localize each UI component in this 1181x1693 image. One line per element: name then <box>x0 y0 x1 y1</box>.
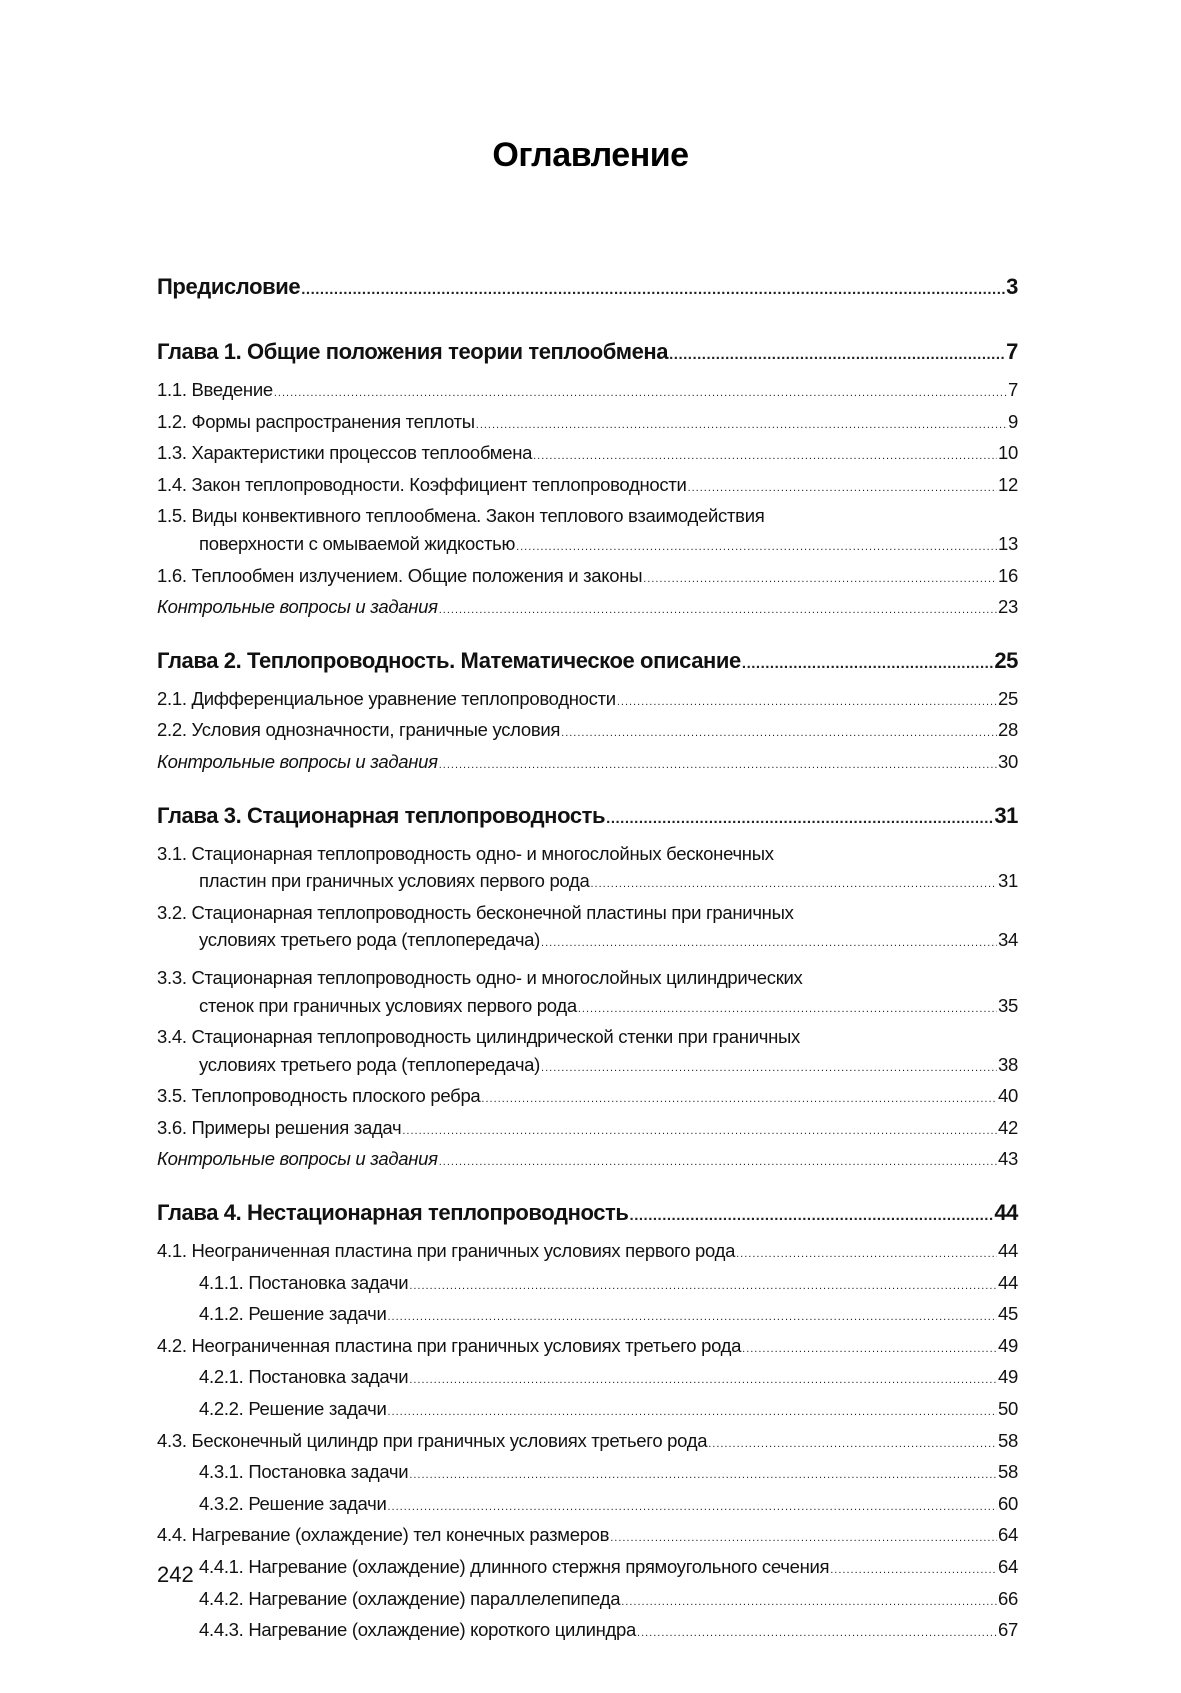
toc-entry-4-2-1[interactable] <box>157 1363 1018 1395</box>
toc-entry-4-4-3[interactable] <box>157 1616 1018 1648</box>
toc-entry-page: 40 <box>998 1085 1018 1107</box>
toc-entry-title: 4.1.2. Решение задачи <box>199 1303 387 1325</box>
toc-entry-page: 25 <box>998 687 1018 709</box>
toc-entry-page: 16 <box>998 564 1018 586</box>
dot-leader <box>402 1118 997 1146</box>
dot-leader <box>606 804 993 834</box>
toc-entry-page: 66 <box>998 1587 1018 1609</box>
toc-chapter-1[interactable] <box>157 337 1018 370</box>
toc-entry-title-line1: 1.5. Виды конвективного теплообмена. Закон теплового взаимодействия <box>157 505 765 527</box>
dot-leader <box>274 380 1007 408</box>
toc-entry-4-4-1[interactable] <box>157 1553 1018 1585</box>
toc-chapter-page: 31 <box>994 802 1018 828</box>
toc-chapter-page: 25 <box>994 647 1018 673</box>
toc-entry-title: 3.5. Теплопроводность плоского ребра <box>157 1085 481 1107</box>
toc-entry-1-4[interactable] <box>157 471 1018 503</box>
page-title: Оглавление <box>492 136 689 174</box>
dot-leader <box>301 275 1005 305</box>
toc-entry-title-line1: 3.1. Стационарная теплопроводность одно- и многослойных бесконечных <box>157 842 774 864</box>
toc-entry-page: 31 <box>998 870 1018 892</box>
toc-entry-title: 4.4.3. Нагревание (охлаждение) короткого цилиндра <box>199 1619 637 1641</box>
toc-entry-2-1[interactable] <box>157 685 1018 717</box>
toc-entry-review-questions-2[interactable] <box>157 748 1018 780</box>
toc-entry-4-3-2[interactable] <box>157 1490 1018 1522</box>
toc-entry-title: 4.1.1. Постановка задачи <box>199 1271 409 1293</box>
toc-entry-page: 38 <box>998 1053 1018 1075</box>
toc-entry-title: 2.1. Дифференциальное уравнение теплопроводности <box>157 687 616 709</box>
dot-leader <box>643 566 997 594</box>
toc-entry-title: 4.4.1. Нагревание (охлаждение) длинного стержня прямоугольного сечения <box>199 1556 830 1577</box>
toc-entry-title: 4.2.2. Решение задачи <box>199 1398 387 1420</box>
toc-entry-page: 44 <box>998 1271 1018 1293</box>
dot-leader <box>630 1201 994 1231</box>
toc-entry-4-3-1[interactable] <box>157 1458 1018 1490</box>
dot-leader <box>439 1149 997 1177</box>
toc-chapter-page: 7 <box>1006 339 1018 364</box>
toc-chapter-page: 44 <box>994 1200 1018 1226</box>
toc-entry-page: 28 <box>998 719 1018 741</box>
toc-entry-title: 4.4. Нагревание (охлаждение) тел конечных размеров <box>157 1524 610 1546</box>
toc-entry-title-line2: пластин при граничных условиях первого рода <box>199 870 590 892</box>
toc-entry-3-6[interactable] <box>157 1114 1018 1146</box>
toc-entry-1-5[interactable] <box>157 502 1018 561</box>
toc-entry-title: 4.3.1. Постановка задачи <box>199 1461 409 1483</box>
toc-entry-page: 3 <box>1006 274 1018 299</box>
toc-entry-title: 1.4. Закон теплопроводности. Коэффициент теплопроводности <box>157 473 687 495</box>
toc-entry-2-2[interactable] <box>157 716 1018 748</box>
toc-chapter-3[interactable] <box>157 801 1018 834</box>
dot-leader <box>481 1086 997 1114</box>
dot-leader <box>561 720 997 748</box>
toc-entry-1-3[interactable] <box>157 439 1018 471</box>
toc-entry-title: 1.1. Введение <box>157 379 273 400</box>
toc-entry-title: Предисловие <box>157 274 301 299</box>
toc-entry-4-1-2[interactable] <box>157 1300 1018 1332</box>
toc-entry-review-questions-1[interactable] <box>157 593 1018 625</box>
dot-leader <box>439 752 997 780</box>
toc-entry-page: 45 <box>998 1303 1018 1325</box>
table-of-contents <box>157 272 1018 1648</box>
toc-entry-title-line1: 3.4. Стационарная теплопроводность цилиндрической стенки при граничных <box>157 1026 800 1048</box>
toc-entry-title: 2.2. Условия однозначности, граничные условия <box>157 719 561 741</box>
toc-entry-review-questions-3[interactable] <box>157 1145 1018 1177</box>
toc-entry-1-1[interactable] <box>157 376 1018 408</box>
toc-entry-title: 4.3.2. Решение задачи <box>199 1492 387 1514</box>
toc-entry-page: 7 <box>1008 379 1018 400</box>
dot-leader <box>637 1620 997 1648</box>
toc-entry-4-3[interactable] <box>157 1427 1018 1459</box>
toc-entry-page: 60 <box>998 1492 1018 1514</box>
toc-entry-preface[interactable] <box>157 272 1018 305</box>
dot-leader <box>476 412 1007 440</box>
toc-entry-3-1[interactable] <box>157 840 1018 899</box>
toc-entry-4-4[interactable] <box>157 1521 1018 1553</box>
toc-entry-page: 44 <box>998 1240 1018 1262</box>
toc-entry-4-4-2[interactable] <box>157 1585 1018 1617</box>
toc-entry-page: 58 <box>998 1429 1018 1451</box>
dot-leader <box>708 1431 997 1459</box>
dot-leader <box>688 475 997 503</box>
toc-entry-title-line1: 3.2. Стационарная теплопроводность бесконечной пластины при граничных <box>157 901 794 923</box>
dot-leader <box>742 1336 997 1364</box>
dot-leader <box>578 996 997 1024</box>
toc-entry-1-2[interactable] <box>157 408 1018 440</box>
toc-entry-page: 43 <box>998 1148 1018 1170</box>
toc-entry-title-line2: условиях третьего рода (теплопередача) <box>199 1053 541 1075</box>
toc-entry-page: 23 <box>998 596 1018 618</box>
dot-leader <box>669 340 1005 370</box>
toc-chapter-4[interactable] <box>157 1198 1018 1231</box>
toc-entry-3-2[interactable] <box>157 899 1018 958</box>
toc-entry-3-4[interactable] <box>157 1023 1018 1082</box>
dot-leader <box>736 1241 997 1269</box>
toc-entry-page: 64 <box>998 1524 1018 1546</box>
toc-entry-title-line2: условиях третьего рода (теплопередача) <box>199 929 541 951</box>
dot-leader <box>742 649 993 679</box>
toc-entry-page: 49 <box>998 1366 1018 1388</box>
toc-entry-page: 67 <box>998 1619 1018 1641</box>
toc-entry-page: 49 <box>998 1334 1018 1356</box>
toc-entry-title: 1.3. Характеристики процессов теплообмена <box>157 442 533 464</box>
dot-leader <box>387 1304 997 1332</box>
toc-entry-page: 13 <box>998 532 1018 554</box>
dot-leader <box>439 597 997 625</box>
toc-entry-3-5[interactable] <box>157 1082 1018 1114</box>
dot-leader <box>621 1589 997 1617</box>
toc-chapter-title: Глава 4. Нестационарная теплопроводность <box>157 1200 629 1226</box>
toc-entry-title: 1.2. Формы распространения теплоты <box>157 410 475 432</box>
toc-entry-title-line2: стенок при граничных условиях первого рода <box>199 994 577 1016</box>
toc-entry-title: 3.6. Примеры решения задач <box>157 1116 402 1138</box>
toc-entry-1-6[interactable] <box>157 562 1018 594</box>
dot-leader <box>541 930 997 958</box>
toc-entry-page: 42 <box>998 1116 1018 1138</box>
dot-leader <box>409 1273 997 1301</box>
toc-entry-title: 4.2.1. Постановка задачи <box>199 1366 409 1388</box>
toc-entry-title: Контрольные вопросы и задания <box>157 596 438 618</box>
toc-entry-page: 58 <box>998 1461 1018 1483</box>
dot-leader <box>591 871 998 899</box>
toc-entry-title: 4.3. Бесконечный цилиндр при граничных условиях третьего рода <box>157 1429 708 1451</box>
toc-chapter-2[interactable] <box>157 646 1018 679</box>
toc-entry-page: 35 <box>998 994 1018 1016</box>
toc-entry-page: 50 <box>998 1398 1018 1420</box>
toc-entry-4-1-1[interactable] <box>157 1269 1018 1301</box>
dot-leader <box>387 1399 997 1427</box>
toc-entry-title: Контрольные вопросы и задания <box>157 750 438 772</box>
toc-entry-page: 9 <box>1008 410 1018 432</box>
toc-entry-page: 12 <box>998 473 1018 495</box>
dot-leader <box>409 1462 997 1490</box>
dot-leader <box>541 1055 997 1083</box>
toc-entry-4-2[interactable] <box>157 1332 1018 1364</box>
toc-entry-page: 64 <box>998 1556 1018 1577</box>
toc-chapter-title: Глава 2. Теплопроводность. Математическое описание <box>157 647 741 673</box>
toc-entry-title-line2: поверхности с омываемой жидкостью <box>199 532 516 554</box>
toc-entry-4-2-2[interactable] <box>157 1395 1018 1427</box>
page-number: 242 <box>157 1562 194 1587</box>
toc-entry-page: 34 <box>998 929 1018 951</box>
toc-entry-title: Контрольные вопросы и задания <box>157 1148 438 1170</box>
toc-chapter-title: Глава 3. Стационарная теплопроводность <box>157 802 606 828</box>
dot-leader <box>516 534 997 562</box>
toc-entry-3-3[interactable] <box>157 964 1018 1023</box>
toc-entry-title-line1: 3.3. Стационарная теплопроводность одно- и многослойных цилиндрических <box>157 966 803 988</box>
toc-chapter-title: Глава 1. Общие положения теории теплообмена <box>157 339 669 364</box>
toc-entry-4-1[interactable] <box>157 1237 1018 1269</box>
toc-entry-page: 30 <box>998 750 1018 772</box>
toc-entry-title: 4.2. Неограниченная пластина при граничных условиях третьего рода <box>157 1334 742 1356</box>
dot-leader <box>533 443 997 471</box>
dot-leader <box>610 1525 997 1553</box>
toc-entry-title: 1.6. Теплообмен излучением. Общие положения и законы <box>157 564 643 586</box>
toc-entry-page: 10 <box>998 442 1018 464</box>
dot-leader <box>617 689 997 717</box>
dot-leader <box>830 1557 997 1585</box>
dot-leader <box>409 1367 997 1395</box>
toc-entry-title: 4.4.2. Нагревание (охлаждение) параллелепипеда <box>199 1587 621 1609</box>
toc-entry-title: 4.1. Неограниченная пластина при граничных условиях первого рода <box>157 1240 736 1262</box>
dot-leader <box>387 1494 997 1522</box>
